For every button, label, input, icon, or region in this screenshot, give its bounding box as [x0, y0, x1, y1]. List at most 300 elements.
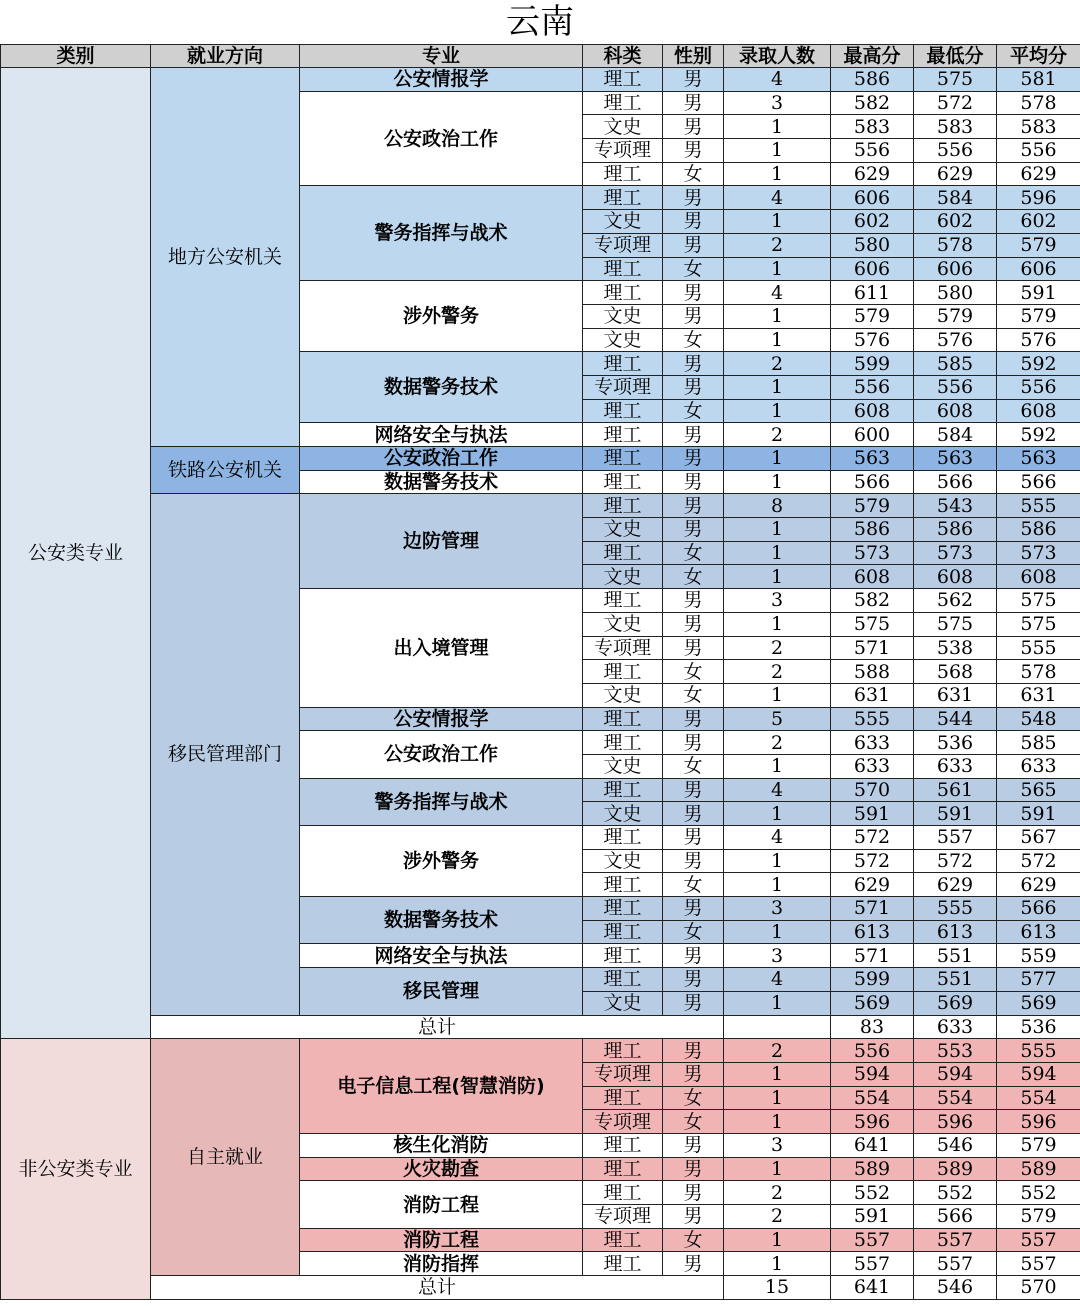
- gender-cell: 男: [663, 991, 724, 1015]
- avg-score-cell: 608: [997, 399, 1080, 423]
- min-score-cell: 586: [914, 518, 997, 542]
- min-score-cell: 563: [914, 447, 997, 471]
- gender-cell: 男: [663, 1062, 724, 1086]
- min-score-cell: 633: [914, 754, 997, 778]
- subject-cell: 理工: [583, 186, 663, 210]
- max-score-cell: 554: [831, 1086, 914, 1110]
- subject-cell: 文史: [583, 802, 663, 826]
- avg-score-cell: 606: [997, 257, 1080, 281]
- max-score-cell: 569: [831, 991, 914, 1015]
- subject-cell: 文史: [583, 612, 663, 636]
- count-cell: 2: [724, 731, 831, 755]
- subject-cell: 理工: [583, 707, 663, 731]
- avg-score-cell: 629: [997, 873, 1080, 897]
- major-cell: 数据警务技术: [300, 352, 583, 423]
- gender-cell: 男: [663, 68, 724, 92]
- min-score-cell: 536: [914, 731, 997, 755]
- gender-cell: 男: [663, 494, 724, 518]
- subject-cell: 专项理: [583, 375, 663, 399]
- count-cell: 2: [724, 1039, 831, 1063]
- avg-score-cell: 578: [997, 91, 1080, 115]
- major-cell: 消防工程: [300, 1228, 583, 1252]
- max-score-cell: 575: [831, 612, 914, 636]
- max-score-cell: 582: [831, 91, 914, 115]
- avg-score-cell: 565: [997, 778, 1080, 802]
- count-cell: 1: [724, 518, 831, 542]
- count-cell: 1: [724, 257, 831, 281]
- max-score-cell: 570: [831, 778, 914, 802]
- avg-score-cell: 631: [997, 683, 1080, 707]
- gender-cell: 男: [663, 1181, 724, 1205]
- min-score-cell: 579: [914, 304, 997, 328]
- gender-cell: 女: [663, 328, 724, 352]
- max-score-cell: 586: [831, 518, 914, 542]
- count-cell: 1: [724, 849, 831, 873]
- gender-cell: 女: [663, 541, 724, 565]
- subject-cell: 理工: [583, 257, 663, 281]
- total-gender-empty: [724, 1015, 831, 1039]
- avg-score-cell: 583: [997, 115, 1080, 139]
- total-count-cell: 15: [724, 1276, 831, 1300]
- count-cell: 3: [724, 1133, 831, 1157]
- subject-cell: 文史: [583, 849, 663, 873]
- header-direction: 就业方向: [151, 45, 300, 68]
- subject-cell: 专项理: [583, 139, 663, 163]
- min-score-cell: 544: [914, 707, 997, 731]
- min-score-cell: 591: [914, 802, 997, 826]
- count-cell: 3: [724, 944, 831, 968]
- count-cell: 4: [724, 826, 831, 850]
- header-count: 录取人数: [724, 45, 831, 68]
- header-max: 最高分: [831, 45, 914, 68]
- min-score-cell: 629: [914, 162, 997, 186]
- min-score-cell: 629: [914, 873, 997, 897]
- gender-cell: 女: [663, 565, 724, 589]
- gender-cell: 男: [663, 115, 724, 139]
- major-cell: 公安情报学: [300, 707, 583, 731]
- subject-cell: 理工: [583, 541, 663, 565]
- gender-cell: 男: [663, 849, 724, 873]
- subject-cell: 文史: [583, 565, 663, 589]
- min-score-cell: 613: [914, 920, 997, 944]
- count-cell: 1: [724, 399, 831, 423]
- gender-cell: 男: [663, 210, 724, 234]
- count-cell: 1: [724, 541, 831, 565]
- min-score-cell: 554: [914, 1086, 997, 1110]
- subject-cell: 理工: [583, 281, 663, 305]
- subject-cell: 理工: [583, 1039, 663, 1063]
- max-score-cell: 629: [831, 873, 914, 897]
- total-min-cell: 536: [997, 1015, 1080, 1039]
- gender-cell: 男: [663, 1039, 724, 1063]
- table-row: [1, 494, 1080, 518]
- count-cell: 1: [724, 565, 831, 589]
- subject-cell: 理工: [583, 826, 663, 850]
- major-cell: 数据警务技术: [300, 897, 583, 944]
- max-score-cell: 641: [831, 1133, 914, 1157]
- gender-cell: 男: [663, 778, 724, 802]
- header-avg: 平均分: [997, 45, 1080, 68]
- avg-score-cell: 569: [997, 991, 1080, 1015]
- count-cell: 1: [724, 802, 831, 826]
- max-score-cell: 556: [831, 139, 914, 163]
- min-score-cell: 566: [914, 1205, 997, 1229]
- min-score-cell: 553: [914, 1039, 997, 1063]
- count-cell: 1: [724, 115, 831, 139]
- direction-cell: 自主就业: [151, 1039, 300, 1276]
- major-cell: 公安政治工作: [300, 731, 583, 778]
- min-score-cell: 538: [914, 636, 997, 660]
- max-score-cell: 608: [831, 399, 914, 423]
- total-count-cell: 83: [831, 1015, 914, 1039]
- avg-score-cell: 585: [997, 731, 1080, 755]
- subject-cell: 理工: [583, 423, 663, 447]
- subject-cell: 理工: [583, 494, 663, 518]
- count-cell: 1: [724, 683, 831, 707]
- min-score-cell: 608: [914, 399, 997, 423]
- max-score-cell: 606: [831, 257, 914, 281]
- total-max-cell: 641: [831, 1276, 914, 1300]
- min-score-cell: 569: [914, 991, 997, 1015]
- max-score-cell: 563: [831, 447, 914, 471]
- count-cell: 3: [724, 91, 831, 115]
- min-score-cell: 557: [914, 826, 997, 850]
- direction-cell: 地方公安机关: [151, 68, 300, 447]
- min-score-cell: 562: [914, 589, 997, 613]
- major-cell: 网络安全与执法: [300, 944, 583, 968]
- avg-score-cell: 555: [997, 1039, 1080, 1063]
- max-score-cell: 586: [831, 68, 914, 92]
- gender-cell: 男: [663, 802, 724, 826]
- min-score-cell: 556: [914, 375, 997, 399]
- avg-score-cell: 556: [997, 375, 1080, 399]
- max-score-cell: 580: [831, 233, 914, 257]
- subject-cell: 理工: [583, 352, 663, 376]
- min-score-cell: 555: [914, 897, 997, 921]
- count-cell: 8: [724, 494, 831, 518]
- direction-cell: 铁路公安机关: [151, 447, 300, 494]
- count-cell: 1: [724, 1086, 831, 1110]
- count-cell: 1: [724, 1110, 831, 1134]
- max-score-cell: 606: [831, 186, 914, 210]
- gender-cell: 男: [663, 897, 724, 921]
- min-score-cell: 583: [914, 115, 997, 139]
- subject-cell: 专项理: [583, 233, 663, 257]
- max-score-cell: 608: [831, 565, 914, 589]
- avg-score-cell: 578: [997, 660, 1080, 684]
- avg-score-cell: 559: [997, 944, 1080, 968]
- subject-cell: 理工: [583, 660, 663, 684]
- subject-cell: 理工: [583, 447, 663, 471]
- avg-score-cell: 566: [997, 897, 1080, 921]
- subject-cell: 理工: [583, 778, 663, 802]
- major-cell: 涉外警务: [300, 281, 583, 352]
- avg-score-cell: 596: [997, 1110, 1080, 1134]
- gender-cell: 男: [663, 281, 724, 305]
- subject-cell: 文史: [583, 328, 663, 352]
- subject-cell: 理工: [583, 873, 663, 897]
- count-cell: 1: [724, 139, 831, 163]
- min-score-cell: 561: [914, 778, 997, 802]
- header-category: 类别: [1, 45, 151, 68]
- count-cell: 1: [724, 991, 831, 1015]
- avg-score-cell: 592: [997, 423, 1080, 447]
- header-row: [1, 45, 1080, 68]
- total-row: [1, 1015, 1080, 1039]
- header-gender: 性别: [663, 45, 724, 68]
- gender-cell: 男: [663, 636, 724, 660]
- min-score-cell: 575: [914, 612, 997, 636]
- subject-cell: 文史: [583, 754, 663, 778]
- gender-cell: 女: [663, 1110, 724, 1134]
- max-score-cell: 571: [831, 944, 914, 968]
- min-score-cell: 608: [914, 565, 997, 589]
- subject-cell: 理工: [583, 968, 663, 992]
- min-score-cell: 578: [914, 233, 997, 257]
- avg-score-cell: 555: [997, 494, 1080, 518]
- gender-cell: 男: [663, 944, 724, 968]
- subject-cell: 理工: [583, 1181, 663, 1205]
- max-score-cell: 579: [831, 304, 914, 328]
- avg-score-cell: 613: [997, 920, 1080, 944]
- max-score-cell: 552: [831, 1181, 914, 1205]
- major-cell: 核生化消防: [300, 1133, 583, 1157]
- major-cell: 警务指挥与战术: [300, 778, 583, 825]
- gender-cell: 女: [663, 660, 724, 684]
- max-score-cell: 589: [831, 1157, 914, 1181]
- max-score-cell: 633: [831, 754, 914, 778]
- gender-cell: 女: [663, 1228, 724, 1252]
- subject-cell: 文史: [583, 210, 663, 234]
- avg-score-cell: 577: [997, 968, 1080, 992]
- count-cell: 1: [724, 754, 831, 778]
- max-score-cell: 613: [831, 920, 914, 944]
- total-label: 总计: [151, 1276, 724, 1300]
- avg-score-cell: 629: [997, 162, 1080, 186]
- avg-score-cell: 596: [997, 186, 1080, 210]
- min-score-cell: 557: [914, 1228, 997, 1252]
- category-cell: 公安类专业: [1, 68, 151, 1039]
- max-score-cell: 556: [831, 1039, 914, 1063]
- total-max-cell: 633: [914, 1015, 997, 1039]
- table-row: [1, 447, 1080, 471]
- gender-cell: 男: [663, 731, 724, 755]
- min-score-cell: 573: [914, 541, 997, 565]
- min-score-cell: 557: [914, 1252, 997, 1276]
- avg-score-cell: 555: [997, 636, 1080, 660]
- count-cell: 3: [724, 897, 831, 921]
- avg-score-cell: 567: [997, 826, 1080, 850]
- max-score-cell: 591: [831, 1205, 914, 1229]
- max-score-cell: 600: [831, 423, 914, 447]
- count-cell: 1: [724, 1252, 831, 1276]
- avg-score-cell: 591: [997, 281, 1080, 305]
- avg-score-cell: 579: [997, 233, 1080, 257]
- gender-cell: 女: [663, 873, 724, 897]
- gender-cell: 女: [663, 683, 724, 707]
- avg-score-cell: 573: [997, 541, 1080, 565]
- avg-score-cell: 608: [997, 565, 1080, 589]
- subject-cell: 文史: [583, 683, 663, 707]
- gender-cell: 男: [663, 91, 724, 115]
- min-score-cell: 602: [914, 210, 997, 234]
- count-cell: 4: [724, 778, 831, 802]
- min-score-cell: 584: [914, 186, 997, 210]
- avg-score-cell: 633: [997, 754, 1080, 778]
- avg-score-cell: 563: [997, 447, 1080, 471]
- min-score-cell: 572: [914, 849, 997, 873]
- table-body: [1, 68, 1080, 1300]
- major-cell: 公安政治工作: [300, 91, 583, 186]
- max-score-cell: 571: [831, 897, 914, 921]
- major-cell: 公安政治工作: [300, 447, 583, 471]
- max-score-cell: 556: [831, 375, 914, 399]
- gender-cell: 男: [663, 423, 724, 447]
- min-score-cell: 556: [914, 139, 997, 163]
- subject-cell: 理工: [583, 1228, 663, 1252]
- max-score-cell: 599: [831, 968, 914, 992]
- max-score-cell: 579: [831, 494, 914, 518]
- avg-score-cell: 591: [997, 802, 1080, 826]
- gender-cell: 男: [663, 707, 724, 731]
- max-score-cell: 611: [831, 281, 914, 305]
- major-cell: 警务指挥与战术: [300, 186, 583, 281]
- min-score-cell: 585: [914, 352, 997, 376]
- avg-score-cell: 579: [997, 1205, 1080, 1229]
- count-cell: 1: [724, 873, 831, 897]
- avg-score-cell: 581: [997, 68, 1080, 92]
- category-cell: 非公安类专业: [1, 1039, 151, 1300]
- max-score-cell: 557: [831, 1252, 914, 1276]
- major-cell: 边防管理: [300, 494, 583, 589]
- gender-cell: 男: [663, 826, 724, 850]
- gender-cell: 男: [663, 1133, 724, 1157]
- avg-score-cell: 575: [997, 612, 1080, 636]
- major-cell: 涉外警务: [300, 826, 583, 897]
- max-score-cell: 588: [831, 660, 914, 684]
- count-cell: 2: [724, 660, 831, 684]
- gender-cell: 男: [663, 968, 724, 992]
- major-cell: 移民管理: [300, 968, 583, 1015]
- avg-score-cell: 572: [997, 849, 1080, 873]
- avg-score-cell: 575: [997, 589, 1080, 613]
- count-cell: 1: [724, 1062, 831, 1086]
- subject-cell: 理工: [583, 589, 663, 613]
- max-score-cell: 572: [831, 826, 914, 850]
- count-cell: 2: [724, 233, 831, 257]
- major-cell: 数据警务技术: [300, 470, 583, 494]
- subject-cell: 文史: [583, 115, 663, 139]
- count-cell: 4: [724, 186, 831, 210]
- gender-cell: 女: [663, 399, 724, 423]
- major-cell: 消防指挥: [300, 1252, 583, 1276]
- min-score-cell: 551: [914, 944, 997, 968]
- avg-score-cell: 556: [997, 139, 1080, 163]
- min-score-cell: 606: [914, 257, 997, 281]
- max-score-cell: 557: [831, 1228, 914, 1252]
- min-score-cell: 568: [914, 660, 997, 684]
- major-cell: 火灾勘查: [300, 1157, 583, 1181]
- avg-score-cell: 602: [997, 210, 1080, 234]
- subject-cell: 理工: [583, 470, 663, 494]
- gender-cell: 男: [663, 518, 724, 542]
- count-cell: 4: [724, 968, 831, 992]
- gender-cell: 女: [663, 920, 724, 944]
- total-label: 总计: [151, 1015, 724, 1039]
- major-cell: 消防工程: [300, 1181, 583, 1228]
- count-cell: 2: [724, 1205, 831, 1229]
- avg-score-cell: 554: [997, 1086, 1080, 1110]
- total-avg-cell: 570: [997, 1276, 1080, 1300]
- count-cell: 1: [724, 447, 831, 471]
- min-score-cell: 575: [914, 68, 997, 92]
- subject-cell: 理工: [583, 1157, 663, 1181]
- total-min-cell: 546: [914, 1276, 997, 1300]
- min-score-cell: 631: [914, 683, 997, 707]
- count-cell: 5: [724, 707, 831, 731]
- min-score-cell: 566: [914, 470, 997, 494]
- subject-cell: 理工: [583, 920, 663, 944]
- major-cell: 电子信息工程(智慧消防): [300, 1039, 583, 1134]
- subject-cell: 专项理: [583, 636, 663, 660]
- gender-cell: 男: [663, 186, 724, 210]
- header-major: 专业: [300, 45, 583, 68]
- gender-cell: 男: [663, 375, 724, 399]
- subject-cell: 理工: [583, 944, 663, 968]
- count-cell: 2: [724, 1181, 831, 1205]
- max-score-cell: 631: [831, 683, 914, 707]
- table-row: [1, 68, 1080, 92]
- table-row: [1, 1039, 1080, 1063]
- subject-cell: 理工: [583, 91, 663, 115]
- count-cell: 3: [724, 589, 831, 613]
- gender-cell: 女: [663, 162, 724, 186]
- subject-cell: 文史: [583, 518, 663, 542]
- subject-cell: 理工: [583, 897, 663, 921]
- count-cell: 1: [724, 1228, 831, 1252]
- gender-cell: 男: [663, 612, 724, 636]
- count-cell: 1: [724, 210, 831, 234]
- direction-cell: 移民管理部门: [151, 494, 300, 1015]
- subject-cell: 专项理: [583, 1205, 663, 1229]
- avg-score-cell: 589: [997, 1157, 1080, 1181]
- max-score-cell: 555: [831, 707, 914, 731]
- total-row: [1, 1276, 1080, 1300]
- subject-cell: 理工: [583, 68, 663, 92]
- max-score-cell: 572: [831, 849, 914, 873]
- min-score-cell: 596: [914, 1110, 997, 1134]
- max-score-cell: 573: [831, 541, 914, 565]
- count-cell: 1: [724, 920, 831, 944]
- min-score-cell: 551: [914, 968, 997, 992]
- subject-cell: 文史: [583, 991, 663, 1015]
- count-cell: 1: [724, 162, 831, 186]
- gender-cell: 男: [663, 139, 724, 163]
- gender-cell: 男: [663, 1252, 724, 1276]
- gender-cell: 男: [663, 589, 724, 613]
- subject-cell: 文史: [583, 304, 663, 328]
- max-score-cell: 629: [831, 162, 914, 186]
- avg-score-cell: 548: [997, 707, 1080, 731]
- count-cell: 1: [724, 1157, 831, 1181]
- gender-cell: 男: [663, 304, 724, 328]
- subject-cell: 理工: [583, 1252, 663, 1276]
- max-score-cell: 571: [831, 636, 914, 660]
- major-cell: 公安情报学: [300, 68, 583, 92]
- gender-cell: 女: [663, 257, 724, 281]
- min-score-cell: 552: [914, 1181, 997, 1205]
- min-score-cell: 543: [914, 494, 997, 518]
